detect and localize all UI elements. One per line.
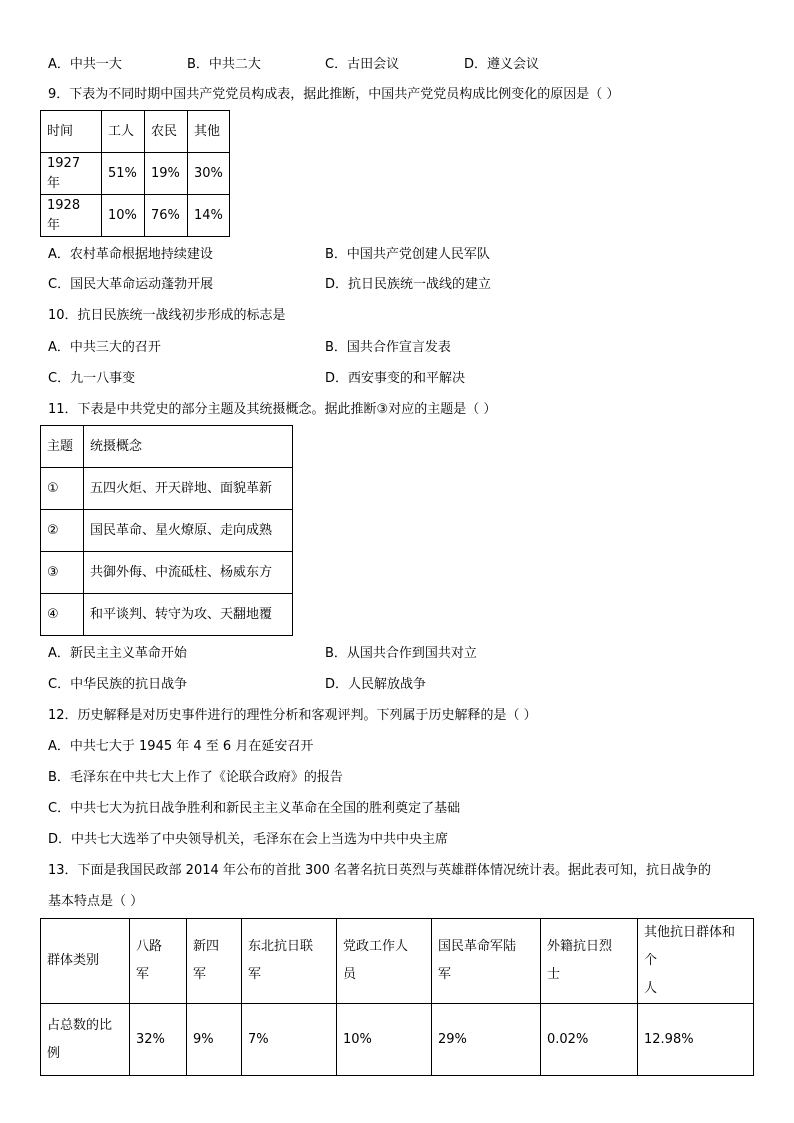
q11-header-concept: 统摄概念 <box>84 426 293 468</box>
q13-col-header <box>130 919 187 1004</box>
q13-value-cell: 10% <box>337 1004 432 1076</box>
q9-cell: 10% <box>102 195 145 237</box>
q13-col-header-line: 军 <box>193 967 207 982</box>
q13-col-header <box>242 919 337 1004</box>
q13-col-header-line: 八路 <box>136 939 163 954</box>
q8-option-a: A．中共一大 <box>48 57 122 72</box>
q13-col-header-line: 国民革命军陆 <box>438 939 517 954</box>
q13-col-header <box>638 919 754 1004</box>
q11-option-c: C．中华民族的抗日战争 <box>48 677 188 692</box>
q10-stem: 10．抗日民族统一战线初步形成的标志是 <box>48 308 286 323</box>
q13-col-header-line: 军 <box>438 967 452 982</box>
q12-stem: 12．历史解释是对历史事件进行的理性分析和客观评判。下列属于历史解释的是（ ） <box>48 708 537 723</box>
q11-cell: ① <box>41 468 84 510</box>
q13-header-label <box>41 919 130 1004</box>
q9-cell: 76% <box>145 195 188 237</box>
q8-option-c: C．古田会议 <box>325 57 400 72</box>
q11-cell: 国民革命、星火燎原、走向成熟 <box>84 510 293 552</box>
q13-col-header-line: 军 <box>136 967 150 982</box>
q13-value-cell: 7% <box>242 1004 337 1076</box>
q13-col-header-line: 士 <box>547 967 561 982</box>
q13-col-header-line: 党政工作人 <box>343 939 409 954</box>
q9-cell: 1928 年 <box>41 195 102 237</box>
q9-cell: 30% <box>188 153 230 195</box>
q12-option-a: A．中共七大于 1945 年 4 至 6 月在延安召开 <box>48 739 314 754</box>
q10-option-c: C．九一八事变 <box>48 371 136 386</box>
q13-row-label <box>41 1004 130 1076</box>
q13-value-cell: 29% <box>432 1004 541 1076</box>
q11-stem: 11．下表是中共党史的部分主题及其统摄概念。据此推断③对应的主题是（ ） <box>48 402 497 417</box>
q9-option-c: C．国民大革命运动蓬勃开展 <box>48 277 214 292</box>
q11-option-a: A．新民主主义革命开始 <box>48 646 187 661</box>
q12-option-c: C．中共七大为抗日战争胜利和新民主主义革命在全国的胜利奠定了基础 <box>48 801 461 816</box>
q9-option-d: D．抗日民族统一战线的建立 <box>325 277 492 292</box>
q9-option-b: B．中国共产党创建人民军队 <box>325 247 490 262</box>
q11-cell: ④ <box>41 594 84 636</box>
q8-option-b: B．中共二大 <box>187 57 261 72</box>
q10-option-b: B．国共合作宣言发表 <box>325 340 451 355</box>
q13-col-header-line: 员 <box>343 967 357 982</box>
q13-table <box>40 918 754 1076</box>
q13-value-cell: 0.02% <box>541 1004 638 1076</box>
q10-option-d: D．西安事变的和平解决 <box>325 371 466 386</box>
q13-col-header <box>432 919 541 1004</box>
q13-col-header <box>337 919 432 1004</box>
q9-header-peasant: 农民 <box>145 111 188 153</box>
q13-col-header-line: 外籍抗日烈 <box>547 939 613 954</box>
q9-header-time: 时间 <box>41 111 102 153</box>
q12-option-d: D．中共七大选举了中央领导机关，毛泽东在会上当选为中共中央主席 <box>48 832 449 847</box>
q9-cell: 51% <box>102 153 145 195</box>
q10-option-a: A．中共三大的召开 <box>48 340 161 355</box>
q13-header-label-text: 群体类别 <box>47 953 100 968</box>
q11-cell: ③ <box>41 552 84 594</box>
q13-col-header-line: 新四 <box>193 939 220 954</box>
q11-cell: 和平谈判、转守为攻、天翻地覆 <box>84 594 293 636</box>
q13-row-label-line: 占总数的比 <box>47 1017 113 1033</box>
q9-stem: 9．下表为不同时期中国共产党党员构成表，据此推断，中国共产党党员构成比例变化的原因是（ ） <box>48 87 620 102</box>
q13-value-cell: 12.98% <box>638 1004 754 1076</box>
q12-option-b: B．毛泽东在中共七大上作了《论联合政府》的报告 <box>48 770 343 785</box>
q13-stem-line2: 基本特点是（ ） <box>48 894 144 909</box>
q13-col-header-line: 东北抗日联 <box>248 939 314 954</box>
q11-option-d: D．人民解放战争 <box>325 677 427 692</box>
q11-option-b: B．从国共合作到国共对立 <box>325 646 477 661</box>
q11-cell: ② <box>41 510 84 552</box>
q9-header-other: 其他 <box>188 111 230 153</box>
q11-header-theme: 主题 <box>41 426 84 468</box>
q13-value-cell: 32% <box>130 1004 187 1076</box>
q9-cell: 14% <box>188 195 230 237</box>
q13-row-label-line: 例 <box>47 1045 61 1061</box>
q13-col-header <box>187 919 242 1004</box>
q11-cell: 共御外侮、中流砥柱、杨威东方 <box>84 552 293 594</box>
q13-col-header <box>541 919 638 1004</box>
q11-table <box>40 425 293 636</box>
q9-header-worker: 工人 <box>102 111 145 153</box>
q13-stem-line1: 13．下面是我国民政部 2014 年公布的首批 300 名著名抗日英烈与英雄群体情况统计表。据此表可知，抗日战争的 <box>48 863 711 878</box>
q11-cell: 五四火炬、开天辟地、面貌革新 <box>84 468 293 510</box>
q9-cell: 1927 年 <box>41 153 102 195</box>
q9-cell: 19% <box>145 153 188 195</box>
q13-col-header-line: 其他抗日群体和个 <box>644 925 736 968</box>
q9-table <box>40 110 230 237</box>
q8-option-d: D．遵义会议 <box>464 57 540 72</box>
q13-value-cell: 9% <box>187 1004 242 1076</box>
q9-option-a: A．农村革命根据地持续建设 <box>48 247 213 262</box>
q13-col-header-line: 人 <box>644 981 658 996</box>
q13-col-header-line: 军 <box>248 967 262 982</box>
